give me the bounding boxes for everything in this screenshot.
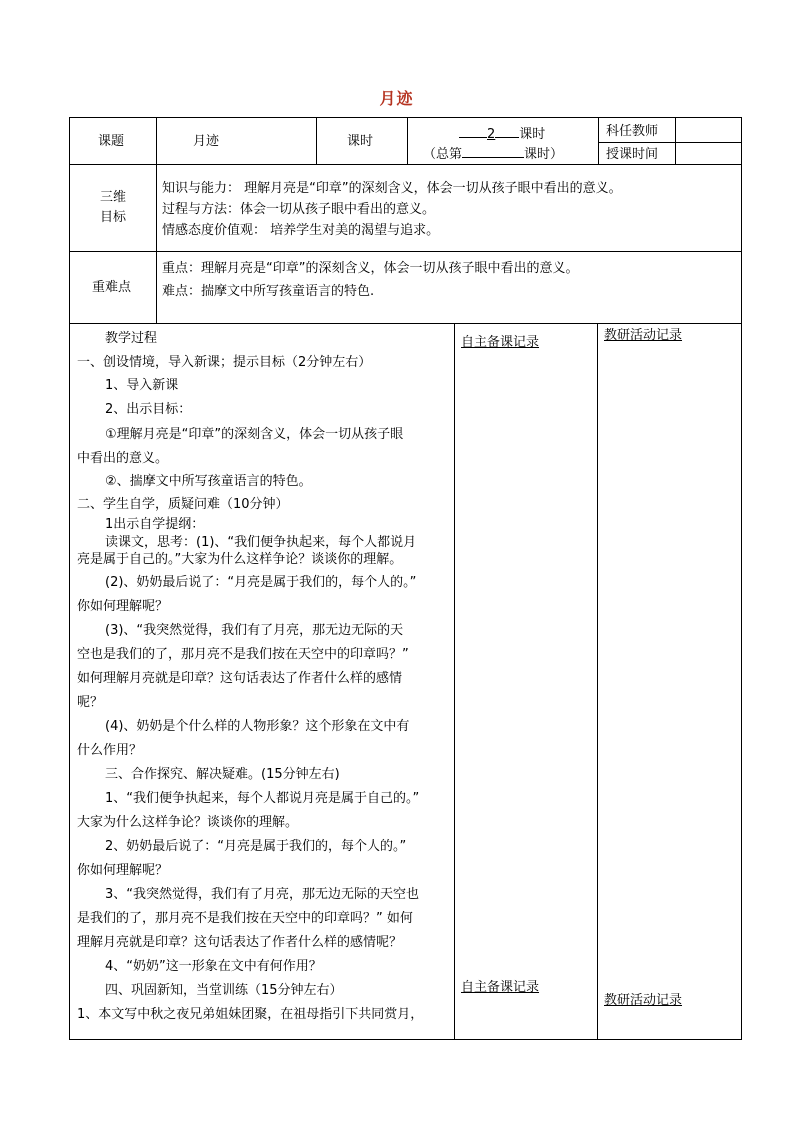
process-line: 亮是属于自己的。”大家为什么这样争论？谈谈你的理解。 [77,552,403,567]
process-line: 你如何理解呢？ [77,599,169,614]
key-point-line: 重点：理解月亮是“印章”的深刻含义，体会一切从孩子眼中看出的意义。 [162,261,579,276]
process-line: 1、本文写中秋之夜兄弟姐妹团聚，在祖母指引下共同赏月， [77,1007,424,1022]
process-line: 4、“奶奶”这一形象在文中有何作用？ [105,959,322,974]
objectives-label-2: 目标 [100,210,127,225]
process-line: 2、出示目标： [105,402,192,417]
process-line: 是我们的了，那月亮不是我们按在天空中的印章吗？” 如何 [77,911,413,926]
process-line: (3)、“我突然觉得，我们有了月亮，那无边无际的天 [105,623,404,638]
process-line: 3、“我突然觉得，我们有了月亮，那无边无际的天空也 [105,887,420,902]
key-points-label: 重难点 [92,280,132,295]
objective-line: 知识与能力： 理解月亮是“印章”的深刻含义，体会一切从孩子眼中看出的意义。 [162,181,622,196]
process-line: 读课文，思考：(1)、“我们便争执起来，每个人都说月 [105,535,417,550]
process-line: 一、创设情境，导入新课；提示目标（2分钟左右） [77,355,372,370]
self-prep-record-bottom: 自主备课记录 [461,980,540,995]
document-title: 月迹 [379,89,414,108]
research-record-top: 教研活动记录 [604,328,683,343]
objective-line: 过程与方法：体会一切从孩子眼中看出的意义。 [162,202,436,217]
process-line: 什么作用？ [77,743,143,758]
key-point-line: 难点：揣摩文中所写孩童语言的特色. [162,284,375,299]
process-line: 理解月亮就是印章？这句话表达了作者什么样的感情呢？ [77,935,403,950]
teacher-label: 科任教师 [606,124,659,139]
process-line: 2、奶奶最后说了：“月亮是属于我们的，每个人的。” [105,839,407,854]
process-line: 大家为什么这样争论？谈谈你的理解。 [77,815,299,830]
process-line: (2)、奶奶最后说了：“月亮是属于我们的，每个人的。” [105,575,417,590]
process-line: (4)、奶奶是个什么样的人物形象？这个形象在文中有 [105,719,410,734]
topic-value: 月迹 [193,134,220,149]
time-label: 授课时间 [606,147,659,162]
process-line: 呢？ [77,695,104,710]
self-prep-record-top: 自主备课记录 [461,335,540,350]
process-line: 三、合作探究、解决疑难。(15分钟左右) [105,767,340,782]
period-count [459,125,545,143]
process-line: 1出示自学提纲： [105,517,205,532]
process-line: 1、导入新课 [105,378,179,393]
total-suffix: 课时） [524,147,564,162]
total-periods [423,145,563,163]
topic-label: 课题 [98,134,125,149]
objectives-label-1: 三维 [100,190,127,205]
process-line: 空也是我们的了，那月亮不是我们按在天空中的印章吗？” [77,647,409,662]
process-line: 1、“我们便争执起来，每个人都说月亮是属于自己的。” [105,791,420,806]
process-line: ①理解月亮是“印章”的深刻含义，体会一切从孩子眼 [105,427,404,442]
process-line: ②、揣摩文中所写孩童语言的特色。 [105,474,312,489]
objective-line: 情感态度价值观： 培养学生对美的渴望与追求。 [162,223,440,238]
research-record-bottom: 教研活动记录 [604,993,683,1008]
process-line: 中看出的意义。 [77,451,169,466]
process-line: 二、学生自学，质疑问难（10分钟） [77,497,289,512]
period-number: 2 [487,127,496,142]
period-suffix: 课时 [519,127,546,142]
process-line: 你如何理解呢？ [77,863,169,878]
total-prefix: （总第 [423,147,463,162]
process-line: 教学过程 [105,331,158,346]
process-line: 如何理解月亮就是印章？这句话表达了作者什么样的感情 [77,671,403,686]
period-label: 课时 [347,134,374,149]
process-line: 四、巩固新知，当堂训练（15分钟左右） [105,983,343,998]
